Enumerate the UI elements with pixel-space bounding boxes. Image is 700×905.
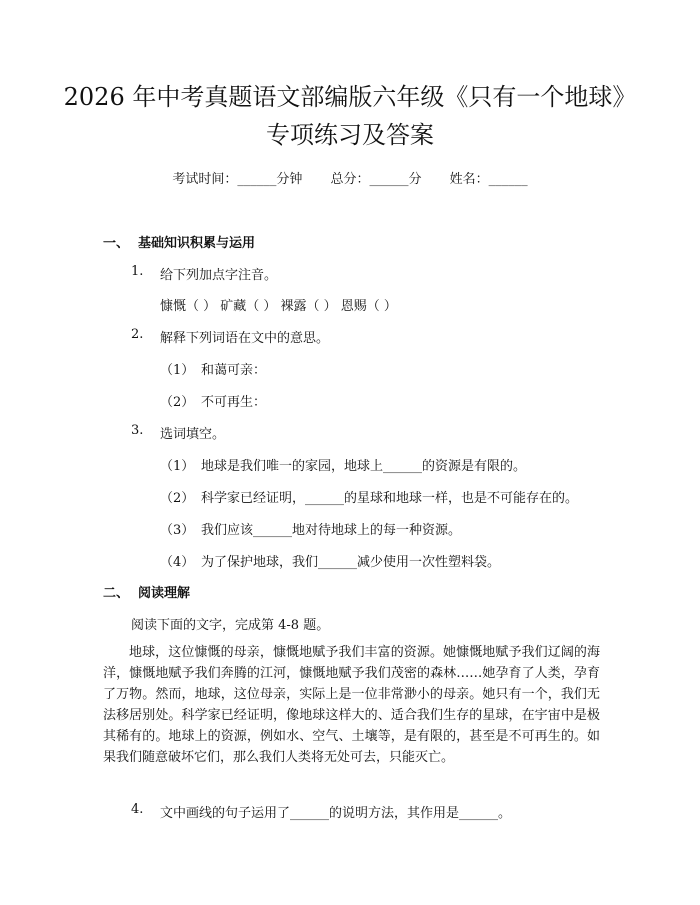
q2-item-text: 和蔼可亲： [201, 363, 267, 378]
reading-passage: 地球，这位慷慨的母亲，慷慨地赋予我们丰富的资源。她慷慨地赋予我们辽阔的海洋，慷慨地赋予我们奔腾的江河，慷慨地赋予我们茂密的森林……她孕育了人类，孕育了万物。然而，地球，这位母亲，实际上是一位非常渺小的母亲。她只有一个，我们无法移居别处。科学家已经证明，像地球这样大的、适合我们生存的星球，在宇宙中是极其稀有的。地球上的资源，例如水、空气、土壤等，是有限的，甚至是不可再生的。如果我们随意破坏它们，那么我们人类将无处可去，只能灭亡。 [103, 645, 600, 765]
q3-item-number: （4） [160, 555, 195, 570]
q2-item-text: 不可再生： [201, 395, 267, 410]
q4-number: 4. [131, 802, 144, 817]
q3-item-text: 科学家已经证明，______的星球和地球一样，也是不可能存在的。 [201, 491, 579, 506]
q1-words: 慷慨（ ） 矿藏（ ） 裸露（ ） 恩赐（ ） [160, 299, 397, 314]
document-title: 2026 年中考真题语文部编版六年级《只有一个地球》专项练习及答案 [63, 83, 637, 149]
q3-text: 选词填空。 [160, 427, 226, 442]
section2-heading-number: 二、 [103, 586, 130, 601]
exam-name: 姓名：______ [449, 172, 528, 187]
exam-info [0, 168, 700, 187]
q2-number: 2. [131, 327, 144, 342]
q3-number: 3. [131, 423, 144, 438]
reading-intro: 阅读下面的文字，完成第 4-8 题。 [131, 618, 330, 633]
section1-heading-number: 一、 [103, 236, 130, 251]
q3-item-number: （1） [160, 459, 195, 474]
section2-heading: 阅读理解 [138, 586, 191, 601]
q3-item-text: 地球是我们唯一的家园，地球上______的资源是有限的。 [201, 459, 527, 474]
q3-item-text: 我们应该______地对待地球上的每一种资源。 [201, 523, 462, 538]
q4-text: 文中画线的句子运用了______的说明方法，其作用是______。 [160, 806, 512, 821]
section1-heading: 基础知识积累与运用 [138, 236, 256, 251]
q1-text: 给下列加点字注音。 [160, 268, 278, 283]
q2-text: 解释下列词语在文中的意思。 [160, 331, 330, 346]
q2-item-number: （1） [160, 363, 195, 378]
exam-score: 总分：______分 [330, 172, 422, 187]
q2-item-number: （2） [160, 395, 195, 410]
q1-number: 1. [131, 264, 144, 279]
q3-item-number: （2） [160, 491, 195, 506]
q3-item-text: 为了保护地球，我们______减少使用一次性塑料袋。 [201, 555, 501, 570]
q3-item-number: （3） [160, 523, 195, 538]
exam-time: 考试时间：______分钟 [172, 172, 303, 187]
